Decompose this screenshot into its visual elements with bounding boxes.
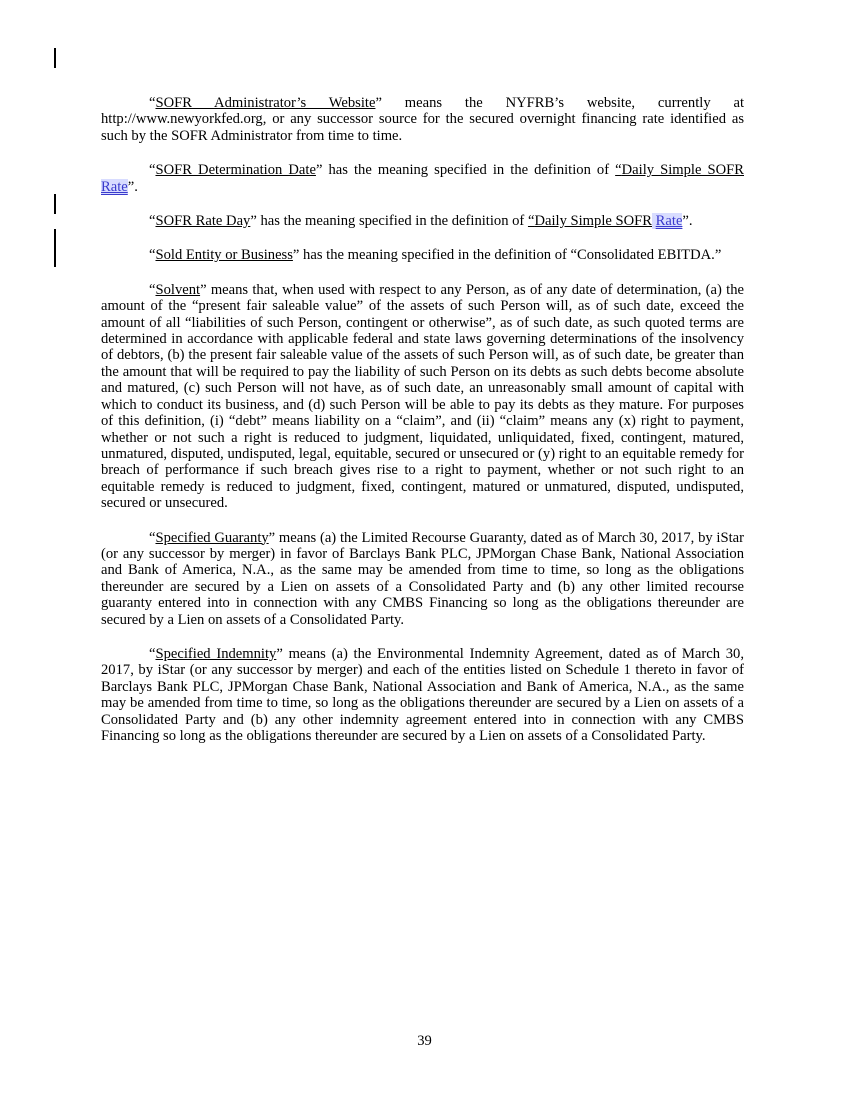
definition-sofr-rate-day [101, 213, 744, 229]
defined-term: SOFR Determination Date [155, 162, 316, 179]
definition-sold-entity-or-business [101, 247, 744, 263]
quote-mark: “ [149, 247, 156, 264]
quote-mark: “ [149, 281, 156, 298]
defined-term: Specified Guaranty [155, 529, 269, 546]
definition-sofr-administrators-website [101, 95, 744, 144]
quote-mark: “ [149, 529, 156, 546]
definition-specified-indemnity [101, 646, 744, 744]
definition-solvent [101, 282, 744, 512]
definition-text: ” has the meaning specified in the definition of “Consolidated EBITDA.” [292, 247, 722, 264]
definition-text: ” has the meaning specified in the definition of [315, 162, 616, 179]
page-number: 39 [417, 1033, 432, 1049]
defined-term: Specified Indemnity [155, 645, 277, 662]
reference-term: Daily Simple SOFR [534, 213, 653, 230]
defined-term: Solvent [155, 281, 201, 298]
reference-quote: “ [527, 213, 535, 230]
inserted-text: Rate [101, 178, 128, 195]
defined-term: Sold Entity or Business [155, 247, 293, 264]
defined-term: SOFR Rate Day [155, 213, 251, 230]
change-bar [54, 229, 56, 267]
definition-text: ” has the meaning specified in the definition of [250, 213, 528, 230]
quote-mark: “ [149, 645, 156, 662]
definition-sofr-determination-date [101, 162, 744, 195]
quote-mark: “ [149, 162, 156, 179]
definition-text: ” means (a) the Environmental Indemnity Agreement, dated as of March 30, 2017, by iStar (or any successor by merger) and each of the entities listed on Schedule 1 thereto in favor of Barclays Bank PLC, JPMorgan Chase Bank, National Association and Bank of America, N.A., as the same may be amended from time to time, so long as the obligations thereunder are secured by a Lien on assets of a Consolidated Party and (b) any other indemnity agreement entered into in connection with any CMBS Financing so long as the obligations thereunder are secured by a Lien on assets of a Consolidated Party. [101, 645, 744, 744]
reference-term: Daily Simple SOFR [621, 162, 744, 179]
definition-end: ”. [127, 178, 138, 195]
reference-quote: “ [615, 162, 622, 179]
definition-text: ” means that, when used with respect to any Person, as of any date of determination, (a) the amount of the “present fair saleable value” of the assets of such Person will, as of such date, exceed the amount of all “liabilities of such Person, contingent or otherwise”, as of such date, as such quoted terms are determined in accordance with applicable federal and state laws governing determinations of the insolvency of debtors, (b) the present fair saleable value of the assets of such Person will, as of such date, be greater than the amount that will be required to pay the liability of such Person on its debts as such debts become absolute and matured, (c) such Person will not have, as of such date, an unreasonably small amount of capital with which to conduct its business, and (d) such Person will be able to pay its debts as they mature. For purposes of this definition, (i) “debt” means liability on a “claim”, and (ii) “claim” means any (x) right to payment, whether or not such a right is reduced to judgment, liquidated, unliquidated, fixed, contingent, matured, unmatured, disputed, undisputed, legal, equitable, secured or unsecured or (y) right to an equitable remedy for breach of performance if such breach gives rise to a right to payment, whether or not such right to an equitable remedy is reduced to judgment, fixed, contingent, matured or unmatured, disputed, undisputed, secured or unsecured. [101, 281, 744, 512]
document-body [101, 95, 744, 762]
quote-mark: “ [149, 213, 156, 230]
definition-end: ”. [682, 213, 693, 230]
quote-mark: “ [149, 95, 156, 111]
defined-term: SOFR Administrator’s Website [155, 95, 376, 111]
definition-specified-guaranty [101, 530, 744, 628]
inserted-text: Rate [655, 213, 683, 230]
change-bar [54, 48, 56, 68]
definition-text: ” means the NYFRB’s website, currently at http://www.newyorkfed.org, or any successor source for the secured overnight financing rate identified as such by the SOFR Administrator from time to time. [101, 95, 745, 144]
definition-text: ” means (a) the Limited Recourse Guaranty, dated as of March 30, 2017, by iStar (or any successor by merger) in favor of Barclays Bank PLC, JPMorgan Chase Bank, National Association and Bank of America, N.A., as the same may be amended from time to time, so long as the obligations thereunder are secured by a Lien on assets of a Consolidated Party and (b) any other limited recourse guaranty entered into in connection with any CMBS Financing so long as the obligations thereunder are secured by a Lien on assets of a Consolidated Party. [101, 529, 744, 628]
change-bar [54, 194, 56, 214]
